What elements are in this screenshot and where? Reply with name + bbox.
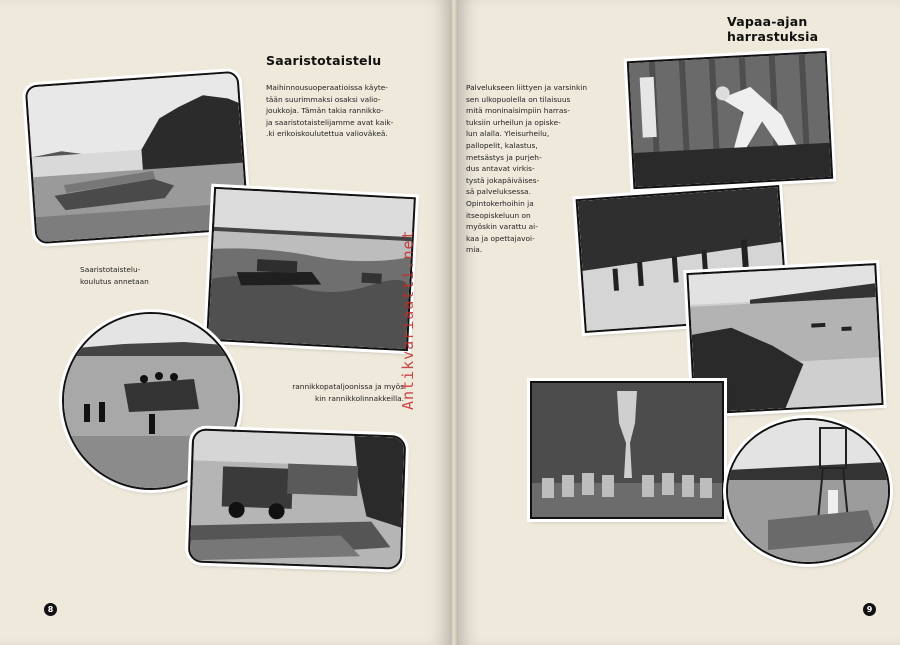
body-line: mia. xyxy=(466,245,483,255)
intro-line: ja saaristotaistelijamme avat kaik- xyxy=(266,117,394,127)
photo-fencing xyxy=(627,51,833,189)
body-line: mitä moninaisimpiin harras- xyxy=(466,106,570,116)
body-line: tuksiin urheilun ja opiske- xyxy=(466,117,561,127)
caption-line: kin rannikkolinnakkeilla. xyxy=(314,393,404,403)
photo-trophies xyxy=(530,381,724,519)
right-page-title: Vapaa-ajan harrastuksia xyxy=(727,14,819,44)
body-line: sä palveluksessa. xyxy=(466,187,531,197)
watermark: Antikvariaatti.net xyxy=(399,229,417,410)
body-line: dus antavat virkis- xyxy=(466,164,535,174)
body-line: itseopiskeluun on xyxy=(466,210,531,220)
photo-vehicle-ferry xyxy=(188,428,407,569)
intro-line: Maihinnousuoperaatioissa käyte- xyxy=(266,83,388,92)
caption-saaristo xyxy=(80,264,180,287)
body-line: Palvelukseen liittyen ja varsinkin xyxy=(466,83,588,92)
page-number-right: 9 xyxy=(863,603,876,616)
body-line: myöskin varattu ai- xyxy=(466,222,538,232)
body-line: metsästys ja purjeh- xyxy=(466,152,542,162)
body-line: Opintokerhoihin ja xyxy=(466,198,534,208)
caption-line: Saaristotaistelu- xyxy=(80,265,141,274)
photo-boat-waves xyxy=(206,187,416,351)
body-line: lun alalla. Yleisurheilu, xyxy=(466,129,550,139)
body-line: pallopelit, kalastus, xyxy=(466,140,538,150)
intro-line: .ki erikoiskoulutettua valioväkeä. xyxy=(266,129,388,139)
intro-line: joukkoja. Tämän takia rannikko- xyxy=(266,106,384,116)
caption-line: rannikkopataljoonissa ja myös xyxy=(292,382,404,391)
left-page-title: Saaristotaistelu xyxy=(266,53,382,68)
body-line: kaa ja opettajavoi- xyxy=(466,233,535,243)
photo-diving xyxy=(726,418,890,564)
right-page xyxy=(458,0,900,645)
caption-line: koulutus annetaan xyxy=(80,276,149,286)
body-line: sen ulkopuolella on tilaisuus xyxy=(466,94,571,104)
body-line: tystä jokapäiväises- xyxy=(466,175,540,185)
intro-line: tään suurimmaksi osaksi valio- xyxy=(266,94,381,104)
gutter xyxy=(450,0,458,645)
left-intro-text xyxy=(266,82,411,140)
caption-rannikko xyxy=(274,381,404,404)
page-number-left: 8 xyxy=(44,603,57,616)
